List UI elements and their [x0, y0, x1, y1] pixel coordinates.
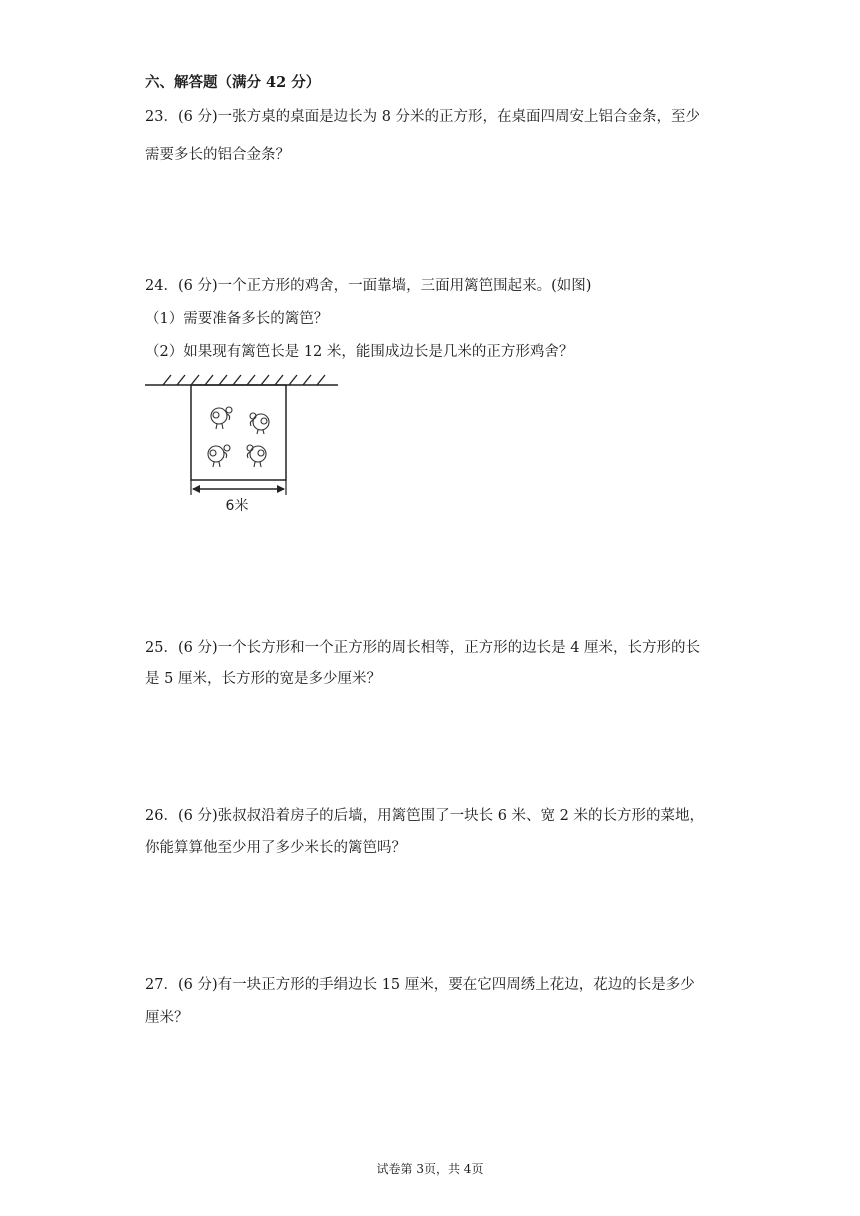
question-27-line2: 厘米？ — [145, 1010, 189, 1026]
chick-icon — [247, 445, 266, 467]
question-26-line2: 你能算算他至少用了多少米长的篱笆吗？ — [145, 840, 406, 856]
coop-square — [191, 385, 286, 480]
page-footer: 试卷第 3页，共 4页 — [376, 1162, 484, 1176]
question-24-line1: 24．(6 分)一个正方形的鸡舍，一面靠墙，三面用篱笆围起来。(如图) — [145, 278, 592, 294]
question-23-line2: 需要多长的铝合金条？ — [145, 147, 290, 163]
chick-icon — [208, 445, 230, 467]
arrow-right-icon — [277, 485, 285, 493]
arrow-left-icon — [192, 485, 200, 493]
section-title: 六、解答题（满分 42 分） — [145, 74, 321, 91]
question-23-line1: 23．(6 分)一张方桌的桌面是边长为 8 分米的正方形，在桌面四周安上铝合金条，至少 — [145, 109, 701, 125]
question-27-line1: 27．(6 分)有一块正方形的手绢边长 15 厘米，要在它四周绣上花边，花边的长是多少 — [145, 977, 695, 993]
question-26-line1: 26．(6 分)张叔叔沿着房子的后墙，用篱笆围了一块长 6 米、宽 2 米的长方形的菜地， — [145, 808, 704, 824]
chick-icon — [211, 407, 232, 429]
wall-hatch — [163, 375, 325, 385]
chick-icons — [208, 407, 269, 467]
question-24-part1: （1）需要准备多长的篱笆？ — [145, 311, 329, 327]
chick-icon — [250, 413, 269, 434]
question-25-line1: 25．(6 分)一个长方形和一个正方形的周长相等，正方形的边长是 4 厘米，长方形的长 — [145, 640, 701, 656]
dimension-label: 6米 — [225, 498, 249, 514]
question-25-line2: 是 5 厘米，长方形的宽是多少厘米？ — [145, 671, 381, 687]
question-24-part2: （2）如果现有篱笆长是 12 米，能围成边长是几米的正方形鸡舍？ — [145, 344, 574, 360]
chicken-coop-diagram — [145, 372, 345, 522]
chicken-coop-figure — [145, 372, 345, 522]
